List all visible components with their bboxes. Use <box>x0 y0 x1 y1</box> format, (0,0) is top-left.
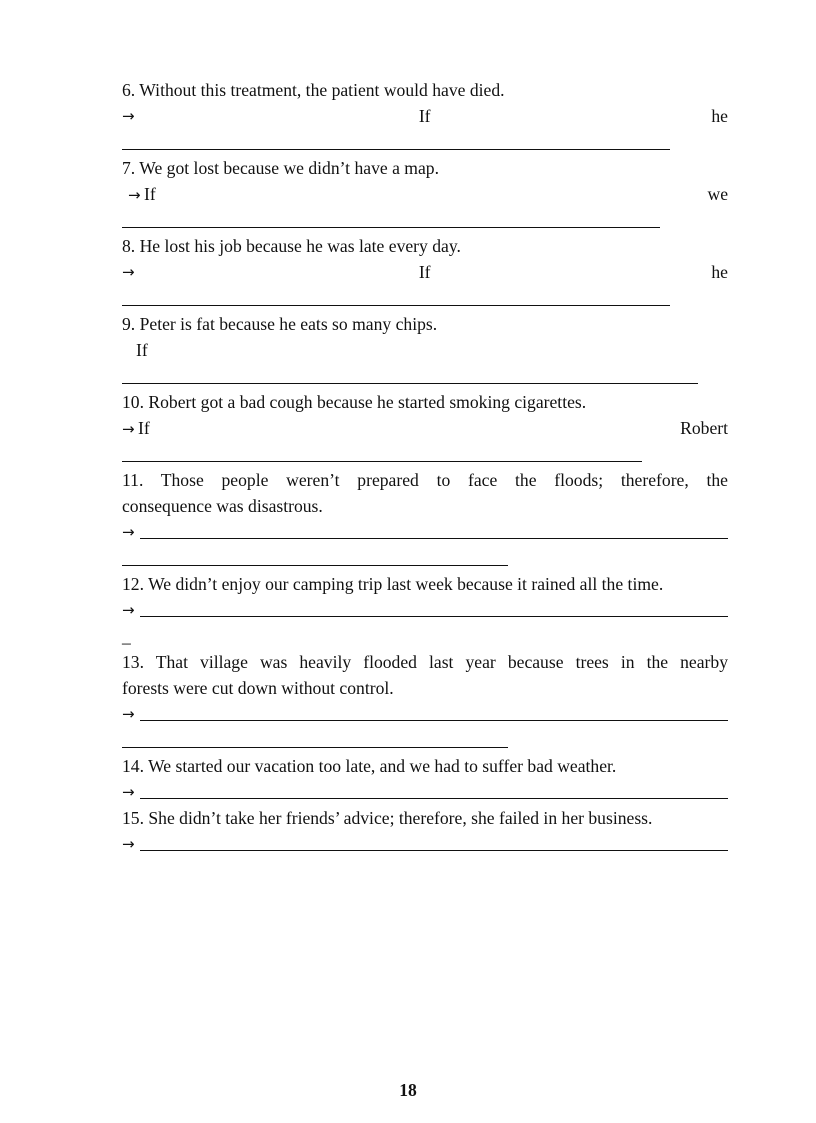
answer-9-prompt <box>122 337 728 363</box>
answer-6-suffix: he <box>711 106 728 126</box>
answer-10-prefix: If <box>138 418 150 438</box>
answer-15-field[interactable] <box>122 831 728 857</box>
page-number: 18 <box>399 1080 417 1100</box>
question-12: 12. We didn’t enjoy our camping trip last week because it rained all the time. <box>122 574 664 594</box>
answer-14-field[interactable] <box>122 779 728 805</box>
arrow-icon: → <box>128 186 141 204</box>
answer-14-blank[interactable] <box>140 797 728 799</box>
arrow-icon: → <box>122 107 135 125</box>
question-13-line-2: forests were cut down without control. <box>122 678 394 698</box>
question-11-line-2: consequence was disastrous. <box>122 496 323 516</box>
question-7: 7. We got lost because we didn’t have a map. <box>122 158 439 178</box>
arrow-icon: → <box>122 835 135 853</box>
answer-10-lead <box>122 415 150 441</box>
answer-10-blank[interactable] <box>122 441 728 467</box>
answer-12-stray-underscore: _ <box>122 626 131 646</box>
arrow-icon: → <box>122 705 135 723</box>
question-8: 8. He lost his job because he was late every day. <box>122 236 461 256</box>
answer-13-blank-continued[interactable] <box>122 727 728 753</box>
answer-10-prompt <box>122 415 728 441</box>
question-14: 14. We started our vacation too late, and we had to suffer bad weather. <box>122 756 617 776</box>
question-10: 10. Robert got a bad cough because he started smoking cigarettes. <box>122 392 587 412</box>
question-15: 15. She didn’t take her friends’ advice; therefore, she failed in her business. <box>122 808 653 828</box>
answer-11-field[interactable] <box>122 519 728 545</box>
answer-8-suffix: he <box>711 262 728 282</box>
question-11-line-1: 11. Those people weren’t prepared to face the floods; therefore, the <box>122 470 728 490</box>
question-6: 6. Without this treatment, the patient would have died. <box>122 80 505 100</box>
answer-10-suffix: Robert <box>680 418 728 438</box>
question-13-line-1: 13. That village was heavily flooded last year because trees in the nearby <box>122 652 728 672</box>
arrow-icon: → <box>122 783 135 801</box>
answer-7-blank[interactable] <box>122 207 728 233</box>
answer-6-prompt <box>122 103 728 129</box>
question-9: 9. Peter is fat because he eats so many chips. <box>122 314 438 334</box>
answer-11-blank-continued[interactable] <box>122 545 728 571</box>
answer-7-prefix: If <box>144 184 156 204</box>
answer-13-blank[interactable] <box>140 719 728 721</box>
answer-7-suffix: we <box>707 184 728 204</box>
arrow-icon: → <box>122 263 135 281</box>
answer-7-lead <box>122 181 156 207</box>
answer-13-field[interactable] <box>122 701 728 727</box>
answer-8-prompt <box>122 259 728 285</box>
arrow-icon: → <box>122 420 135 438</box>
answer-12-blank[interactable] <box>140 615 728 617</box>
answer-15-blank[interactable] <box>140 849 728 851</box>
answer-6-prefix: If <box>418 106 431 126</box>
answer-9-blank[interactable] <box>122 363 728 389</box>
worksheet <box>122 77 728 857</box>
answer-6-blank[interactable] <box>122 129 728 155</box>
answer-8-blank[interactable] <box>122 285 728 311</box>
answer-9-prefix: If <box>136 340 148 360</box>
arrow-icon: → <box>122 523 135 541</box>
answer-12-field[interactable] <box>122 597 728 623</box>
answer-11-blank[interactable] <box>140 537 728 539</box>
answer-8-prefix: If <box>418 262 431 282</box>
answer-7-prompt <box>122 181 728 207</box>
arrow-icon: → <box>122 601 135 619</box>
